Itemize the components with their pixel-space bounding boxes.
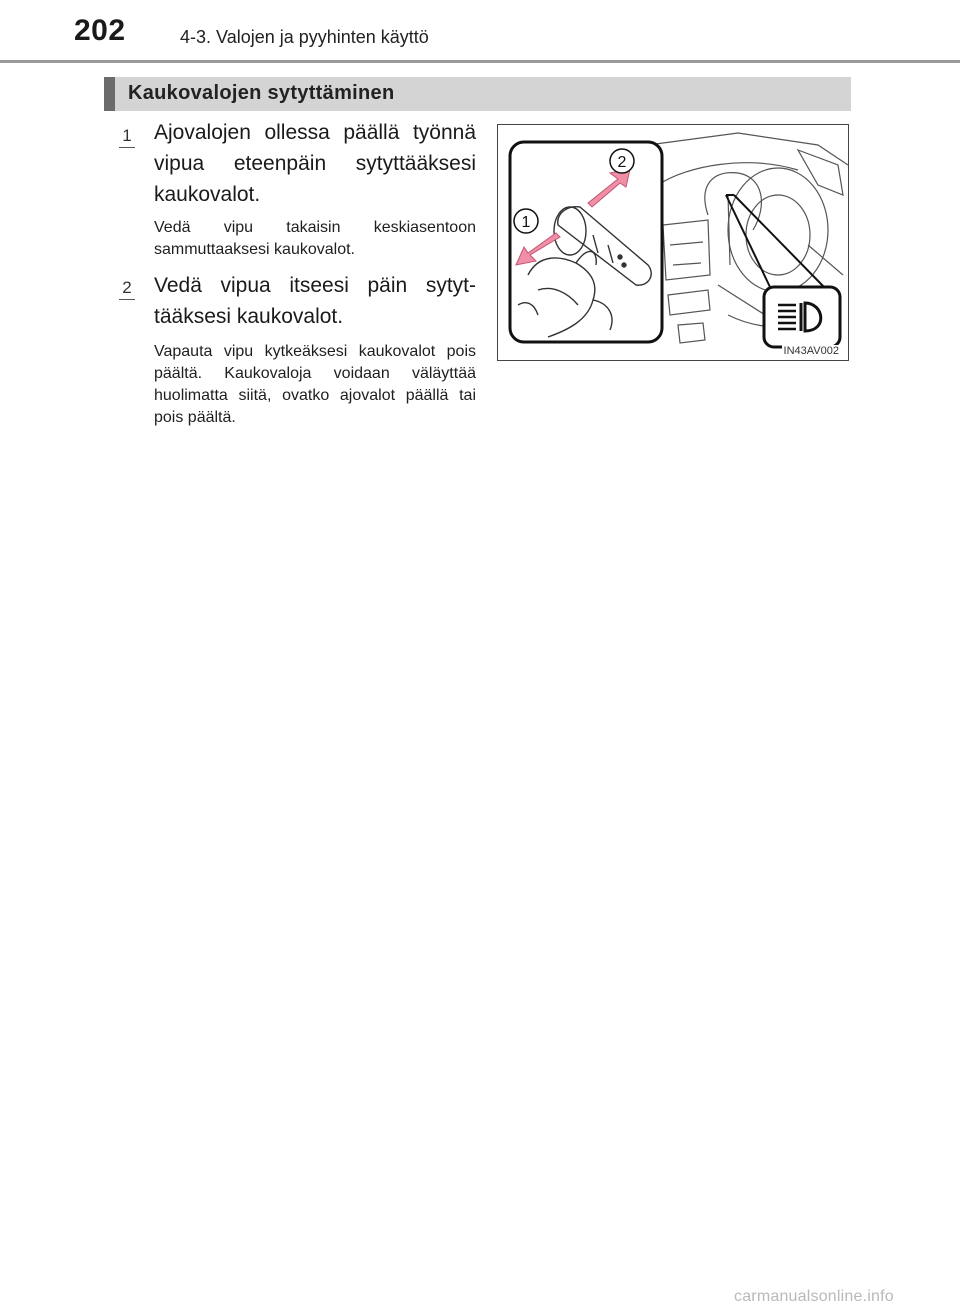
step-2-sub-text: Vapauta vipu kytkeäksesi kaukovalot pois päältä. Kaukovaloja voidaan väläyttää huolimatta siitä, ovatko ajovalot päällä tai pois päältä. xyxy=(154,343,476,426)
step-1-main-text: Ajovalojen ollessa päällä työnnä vipua eteenpäin sytyttääksesi kaukovalot. xyxy=(154,121,476,206)
zoom-inset-frame xyxy=(510,142,662,342)
illustration-drawing xyxy=(498,125,850,362)
section-bar xyxy=(104,77,851,111)
page-number: 202 xyxy=(74,14,126,47)
section-bar-accent xyxy=(104,77,115,111)
figure-code: IN43AV002 xyxy=(783,345,839,357)
header-rule xyxy=(0,60,960,63)
step-number-1: 1 xyxy=(117,125,137,147)
step-1-sub-text: Vedä vipu takaisin keskiasentoon sammuttaaksesi kaukovalot. xyxy=(154,219,476,258)
step-2-main-text: Vedä vipua itseesi päin sytyt-tääksesi kaukovalot. xyxy=(154,274,476,328)
callout-2-label: 2 xyxy=(617,154,627,171)
callout-1-label: 1 xyxy=(521,214,531,231)
step-number-2: 2 xyxy=(117,277,137,299)
section-title: Kaukovalojen sytyttäminen xyxy=(128,82,395,104)
headlight-lever-illustration xyxy=(497,124,849,361)
watermark[interactable]: carmanualsonline.info xyxy=(734,1288,894,1305)
chapter-title: 4-3. Valojen ja pyyhinten käyttö xyxy=(180,27,429,47)
